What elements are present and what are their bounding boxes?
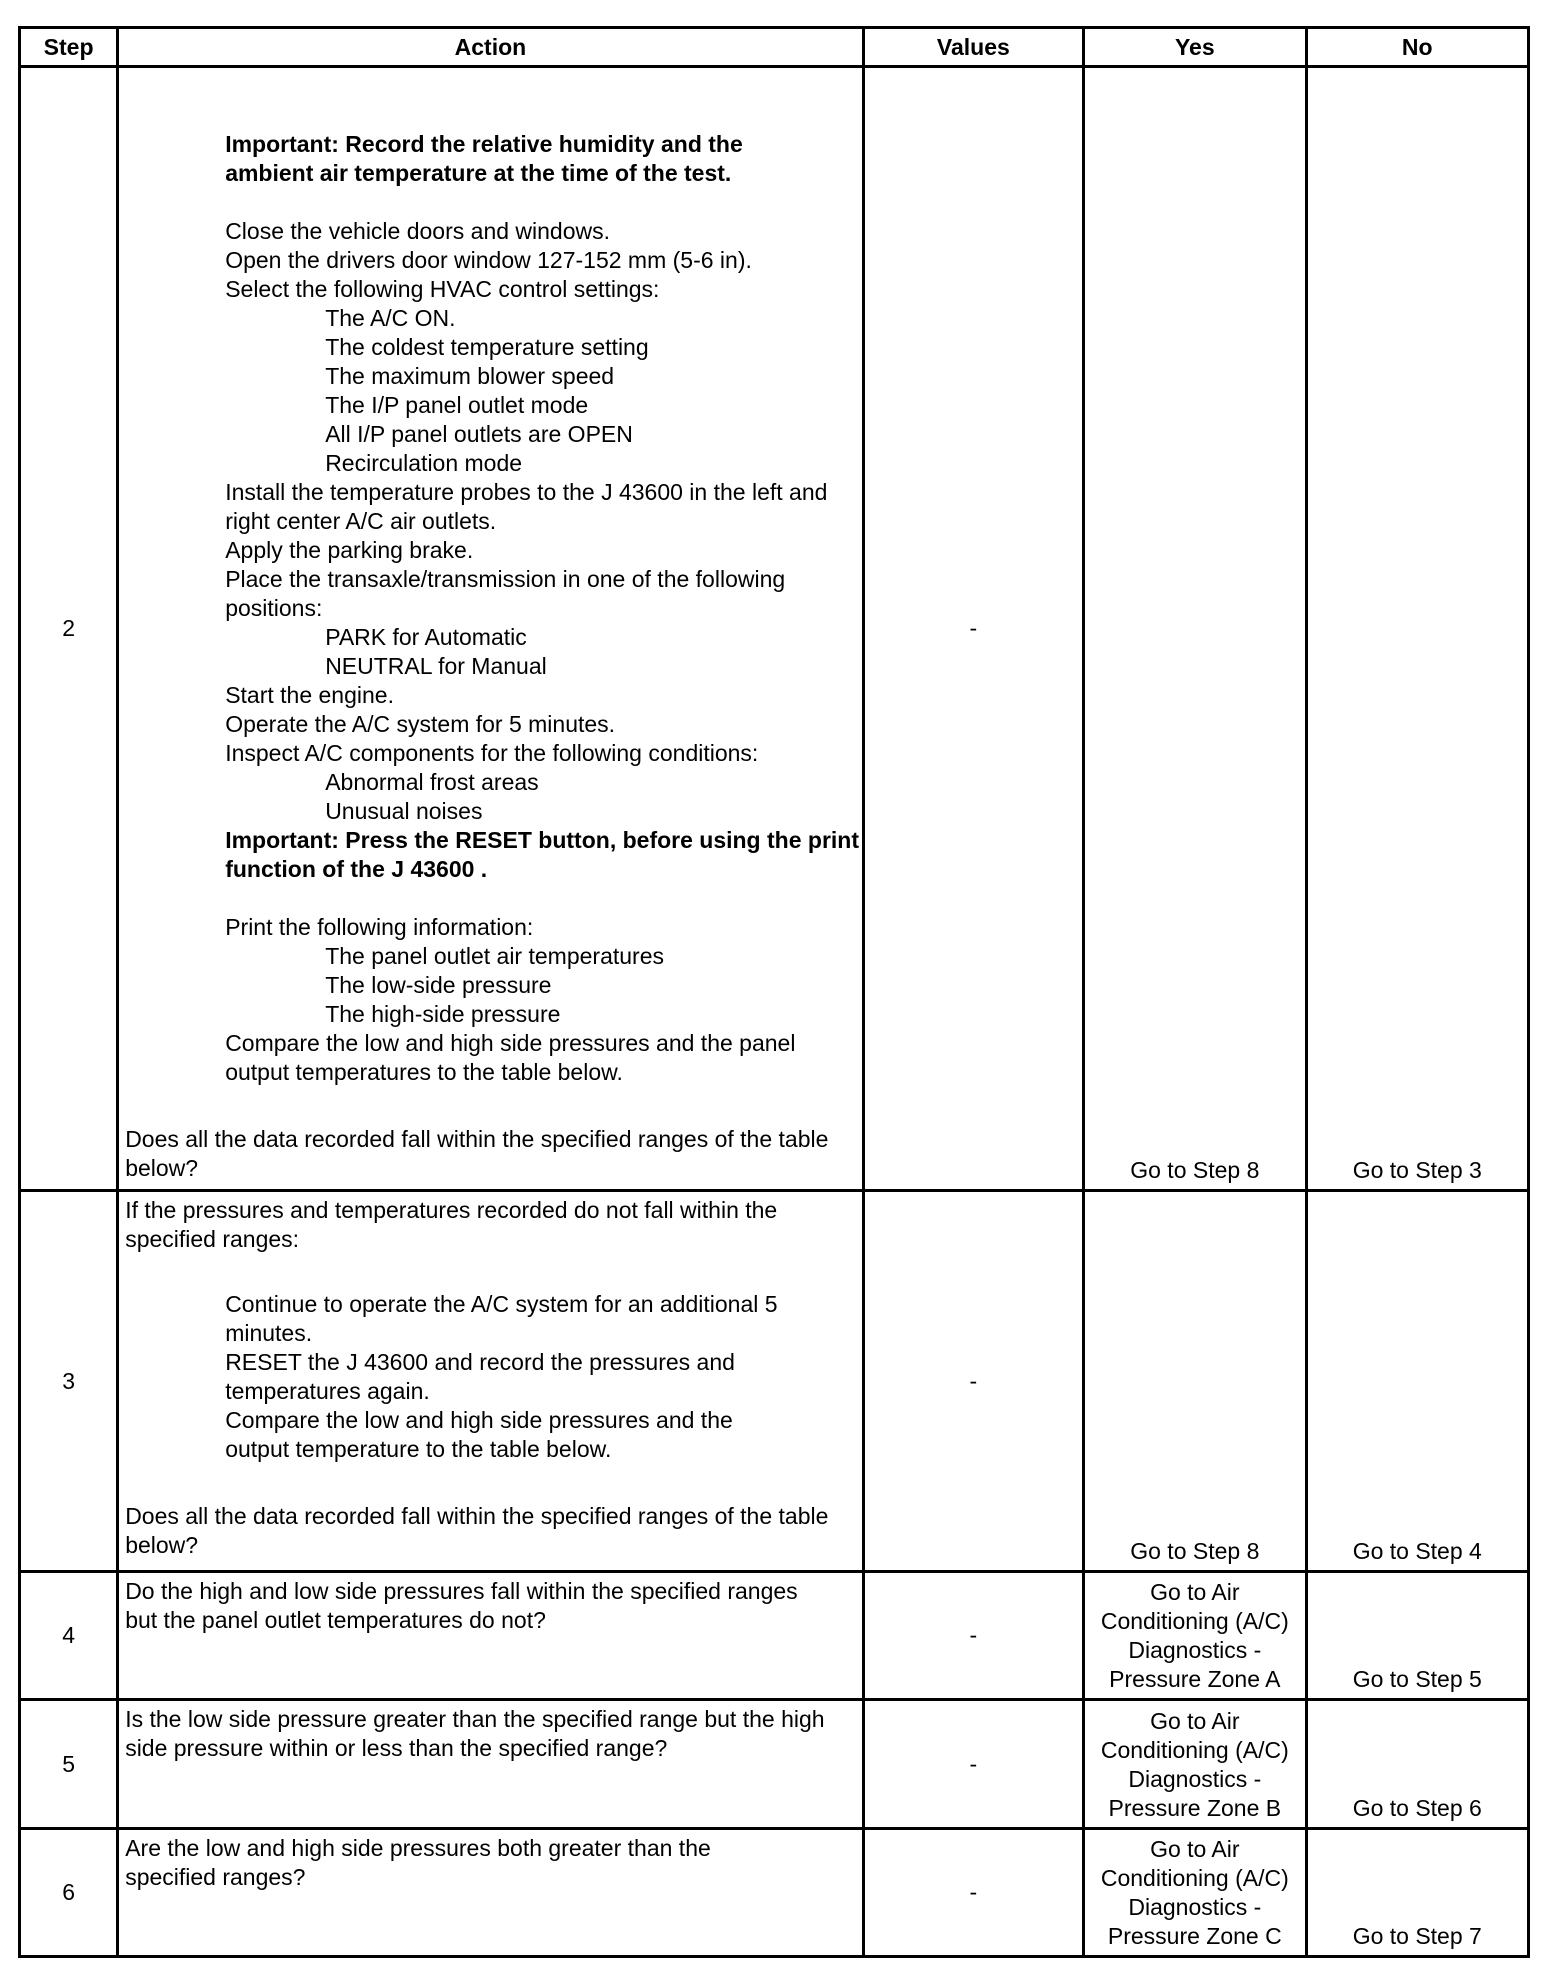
question: Do the high and low side pressures fall within the specified ranges but the panel outlet temperatures do not? bbox=[125, 1578, 798, 1634]
yes-line: Pressure Zone B bbox=[1108, 1794, 1282, 1821]
instruction-line: Apply the parking brake. bbox=[225, 537, 474, 563]
instruction-line: Place the transaxle/transmission in one of the following positions: bbox=[225, 566, 786, 621]
action-cell bbox=[118, 1572, 863, 1700]
sub-instruction-line: The low-side pressure bbox=[325, 972, 552, 998]
value-cell: - bbox=[863, 1828, 1083, 1956]
yes-line: Pressure Zone C bbox=[1107, 1923, 1282, 1949]
yes-cell bbox=[1084, 1700, 1306, 1828]
table-row bbox=[20, 1572, 1529, 1700]
sub-instruction-line: The I/P panel outlet mode bbox=[325, 392, 589, 418]
no-cell: Go to Step 4 bbox=[1306, 1191, 1528, 1572]
instruction-line: Operate the A/C system for 5 minutes. bbox=[225, 711, 616, 737]
value-cell: - bbox=[863, 1572, 1083, 1700]
header-step: Step bbox=[20, 28, 118, 67]
sub-instruction-line: PARK for Automatic bbox=[325, 624, 527, 650]
yes-cell bbox=[1084, 1828, 1306, 1956]
action-cell bbox=[118, 1191, 863, 1572]
yes-line: Diagnostics - bbox=[1128, 1637, 1262, 1664]
yes-cell: Go to Step 8 bbox=[1084, 67, 1306, 1191]
sub-instruction-line: All I/P panel outlets are OPEN bbox=[325, 421, 633, 447]
instruction-line: Print the following information: bbox=[225, 914, 534, 940]
instruction-line: Compare the low and high side pressures and the panel output temperatures to the table below. bbox=[225, 1030, 796, 1085]
sub-instruction-line: The A/C ON. bbox=[325, 305, 456, 331]
action-cell bbox=[118, 1828, 863, 1956]
no-cell: Go to Step 6 bbox=[1306, 1700, 1528, 1828]
table-row bbox=[20, 1828, 1529, 1956]
question: Does all the data recorded fall within the specified ranges of the table below? bbox=[125, 1503, 829, 1559]
step-number: 5 bbox=[20, 1700, 118, 1828]
sub-instruction-line: The maximum blower speed bbox=[325, 363, 615, 389]
action-cell bbox=[118, 67, 863, 1191]
instruction-line: Compare the low and high side pressures and the output temperature to the table below. bbox=[225, 1407, 733, 1463]
sub-instruction-line: Unusual noises bbox=[325, 798, 483, 824]
important-note: Important: Press the RESET button, before using the print function of the J 43600 . bbox=[225, 827, 859, 882]
sub-instruction-line: The coldest temperature setting bbox=[325, 334, 649, 360]
important-note: Important: Record the relative humidity and the ambient air temperature at the time of the test. bbox=[225, 131, 743, 186]
sub-instruction-line: The panel outlet air temperatures bbox=[325, 943, 664, 969]
instruction-line: Inspect A/C components for the following conditions: bbox=[225, 740, 759, 766]
sub-instruction-line: Recirculation mode bbox=[325, 450, 523, 476]
yes-line: Conditioning (A/C) bbox=[1100, 1865, 1289, 1891]
yes-cell bbox=[1084, 1572, 1306, 1700]
table-row bbox=[20, 1700, 1529, 1828]
question: Is the low side pressure greater than the specified range but the high side pressure within or less than the specified range? bbox=[125, 1706, 825, 1762]
diagnostic-table bbox=[18, 26, 1530, 1958]
instruction-line: Select the following HVAC control settings: bbox=[225, 276, 660, 302]
yes-line: Diagnostics - bbox=[1128, 1765, 1262, 1792]
question: Does all the data recorded fall within the specified ranges of the table below? bbox=[125, 1126, 829, 1181]
yes-line: Conditioning (A/C) bbox=[1100, 1608, 1289, 1635]
yes-line: Go to Air bbox=[1150, 1707, 1240, 1734]
instruction-line: Start the engine. bbox=[225, 682, 394, 708]
header-no: No bbox=[1306, 28, 1528, 67]
table-row bbox=[20, 1191, 1529, 1572]
question: Are the low and high side pressures both greater than the specified ranges? bbox=[125, 1834, 711, 1890]
value-cell: - bbox=[863, 1191, 1083, 1572]
header-yes: Yes bbox=[1084, 28, 1306, 67]
yes-line: Go to Air bbox=[1150, 1836, 1240, 1862]
no-cell: Go to Step 3 bbox=[1306, 67, 1528, 1191]
step-number: 3 bbox=[20, 1191, 118, 1572]
header-row bbox=[20, 28, 1529, 67]
yes-line: Diagnostics - bbox=[1128, 1894, 1262, 1920]
instruction-line: Continue to operate the A/C system for an additional 5 minutes. bbox=[225, 1291, 778, 1347]
yes-line: Pressure Zone A bbox=[1109, 1666, 1281, 1693]
step-number: 6 bbox=[20, 1828, 118, 1956]
no-cell: Go to Step 7 bbox=[1306, 1828, 1528, 1956]
yes-line: Go to Air bbox=[1150, 1579, 1240, 1606]
intro-text: If the pressures and temperatures recorded do not fall within the specified ranges: bbox=[125, 1197, 778, 1253]
value-cell: - bbox=[863, 67, 1083, 1191]
header-action: Action bbox=[118, 28, 863, 67]
sub-instruction-line: NEUTRAL for Manual bbox=[325, 653, 547, 679]
sub-instruction-line: Abnormal frost areas bbox=[325, 769, 539, 795]
step-number: 2 bbox=[20, 67, 118, 1191]
instruction-line: RESET the J 43600 and record the pressures and temperatures again. bbox=[225, 1349, 735, 1405]
no-cell: Go to Step 5 bbox=[1306, 1572, 1528, 1700]
step-number: 4 bbox=[20, 1572, 118, 1700]
value-cell: - bbox=[863, 1700, 1083, 1828]
action-cell bbox=[118, 1700, 863, 1828]
table-row bbox=[20, 67, 1529, 1191]
instruction-line: Install the temperature probes to the J 43600 in the left and right center A/C air outlets. bbox=[225, 479, 828, 534]
yes-line: Conditioning (A/C) bbox=[1100, 1736, 1289, 1763]
header-values: Values bbox=[863, 28, 1083, 67]
sub-instruction-line: The high-side pressure bbox=[325, 1001, 561, 1027]
yes-cell: Go to Step 8 bbox=[1084, 1191, 1306, 1572]
instruction-line: Close the vehicle doors and windows. bbox=[225, 218, 611, 244]
instruction-line: Open the drivers door window 127-152 mm (5-6 in). bbox=[225, 247, 752, 273]
